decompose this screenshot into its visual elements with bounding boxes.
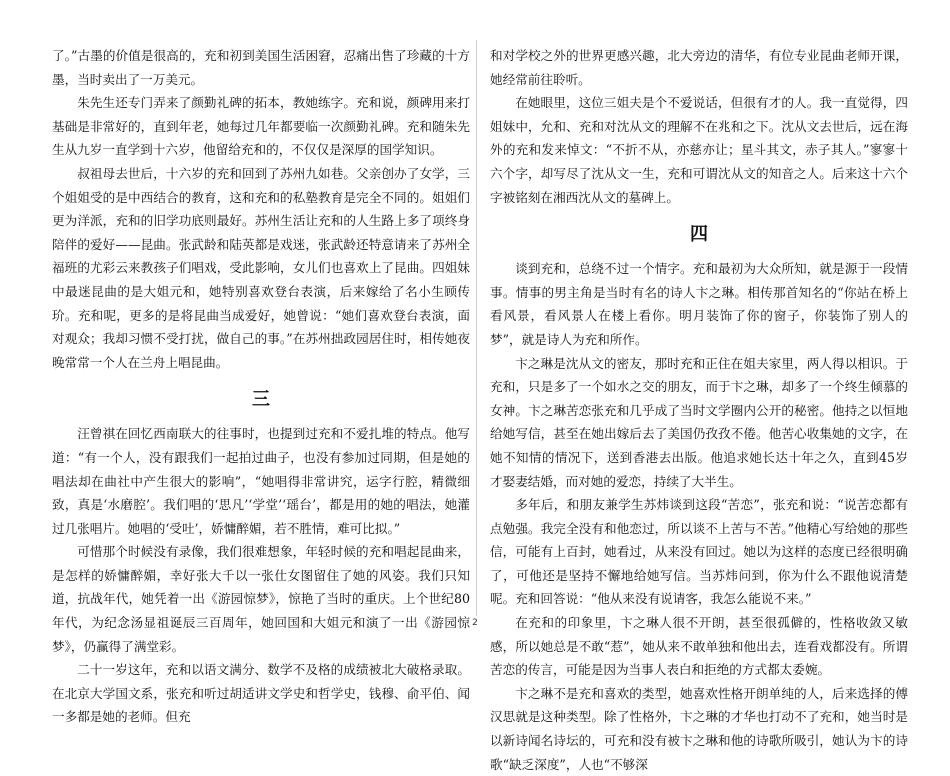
paragraph: 在充和的印象里，卞之琳人很不开朗，甚至很孤僻的，性格收敛又敏感，所以她总是不敢“惹”，她从来不敢单独和他出去，连看戏都没有。所谓苦恋的传言，可能是因为当事人表白和拒绝的方式都太委婉。 [490, 615, 908, 678]
right-column [490, 44, 908, 776]
column-divider [476, 40, 477, 616]
paragraph: 在她眼里，这位三姐夫是个不爱说话，但很有才的人。我一直觉得，四姐妹中，允和、充和对沈从文的理解不在兆和之下。沈从文去世后，远在海外的充和发来悼文：“不折不从，亦慈亦让；星斗其文，赤子其人。”寥寥十六个字，却写尽了沈从文一生，充和可谓沈从文的知音之人。后来这十六个字被铭刻在湘西沈从文的墓碑上。 [490, 95, 908, 205]
paragraph: 卞之琳不是充和喜欢的类型，她喜欢性格开朗单纯的人，后来选择的傅汉思就是这种类型。除了性格外，卞之琳的才华也打动不了充和，她当时是以新诗闻名诗坛的，可充和没有被卞之琳和他的诗歌所吸引，她认为卞的诗歌“缺乏深度”，人也“不够深 [490, 685, 908, 772]
paragraph: 叔祖母去世后，十六岁的充和回到了苏州九如巷。父亲创办了女学，三个姐姐受的是中西结合的教育，这和充和的私塾教育是完全不同的。姐姐们更为洋派，充和的旧学功底则最好。苏州生活让充和的人生路上多了项终身陪伴的爱好——昆曲。张武龄和陆英都是戏迷，张武龄还特意请来了苏州全福班的尤彩云来教孩子们唱戏，受此影响，女儿们也喜欢上了昆曲。四姐妹中最迷昆曲的是大姐元和，她特别喜欢登台表演，后来嫁给了名小生顾传玠。充和呢，更多的是将昆曲当成爱好，她曾说：“她们喜欢登台表演，面对观众；我却习惯不受打扰，做自己的事。”在苏州拙政园居住时，相传她夜晚常常一个人在兰舟上唱昆曲。 [52, 165, 470, 370]
paragraph: 朱先生还专门弄来了颜勤礼碑的拓本，教她练字。充和说，颜碑用来打基础是非常好的，直到年老，她每过几年都要临一次颜勤礼碑。充和随朱先生从九岁一直学到十六岁，他留给充和的，不仅仅是深厚的国学知识。 [52, 95, 470, 158]
paragraph: 二十一岁这年，充和以语文满分、数学不及格的成绩被北大破格录取。在北京大学国文系，张充和听过胡适讲文学史和哲学史，钱穆、俞平伯、闻一多都是她的老师。但充 [52, 662, 470, 725]
page-number: 2 [472, 618, 478, 628]
paragraph: 多年后，和朋友兼学生苏炜谈到这段“苦恋”，张充和说：“说苦恋都有点勉强。我完全没有和他恋过，所以谈不上苦与不苦。”他精心写给她的那些信，可能有上百封，她看过，从来没有回过。她以为这样的态度已经很明确了，可他还是坚持不懈地给她写信。当苏炜问到，你为什么不跟他说清楚呢。充和回答说：“他从来没有说请客，我怎么能说不来。” [490, 497, 908, 607]
paragraph: 汪曾祺在回忆西南联大的往事时，也提到过充和不爱扎堆的特点。他写道：“有一个人，没有跟我们一起拍过曲子，也没有参加过同期，但是她的唱法却在曲社中产生很大的影响”，“她唱得非常讲究，运字行腔，精微细致，真是‘水磨腔’。我们唱的‘思凡’‘学堂’‘瑶台’，都是用的她的唱法，她灌过几张唱片。她唱的‘受吐’，娇慵醉媚，若不胜情，难可比拟。” [52, 426, 470, 536]
section-heading-three: 三 [252, 389, 270, 411]
paragraph: 了。”古墨的价值是很高的，充和初到美国生活困窘，忍痛出售了珍藏的十方墨，当时卖出了一万美元。 [52, 48, 470, 87]
paragraph: 可惜那个时候没有录像，我们很难想象，年轻时候的充和唱起昆曲来，是怎样的娇慵醉媚，幸好张大千以一张仕女图留住了她的风姿。我们只知道，抗战年代，她凭着一出《游园惊梦》，惊艳了当时的重庆。上个世纪80年代，为纪念汤显祖诞辰三百周年，她回国和大姐元和演了一出《游园惊梦》，仍赢得了满堂彩。 [52, 544, 470, 654]
section-heading-four: 四 [690, 224, 708, 246]
paragraph: 和对学校之外的世界更感兴趣，北大旁边的清华，有位专业昆曲老师开课，她经常前往聆听。 [490, 48, 908, 87]
paragraph: 卞之琳是沈从文的密友，那时充和正住在姐夫家里，两人得以相识。于充和，只是多了一个如水之交的朋友，而于卞之琳，却多了一个终生倾慕的女神。卞之琳苦恋张充和几乎成了当时文学圈内公开的秘密。他持之以恒地给她写信，甚至在她出嫁后去了美国仍孜孜不倦。他苦心收集她的文字，在她不知情的情况下，送到香港去出版。他追求她长达十年之久，直到45岁才娶妻结婚，而对她的爱恋，持续了大半生。 [490, 355, 908, 489]
paragraph: 谈到充和，总绕不过一个情字。充和最初为大众所知，就是源于一段情事。情事的男主角是当时有名的诗人卞之琳。相传那首知名的“你站在桥上看风景，看风景人在楼上看你。明月装饰了你的窗子，你装饰了别人的梦”，就是诗人为充和所作。 [490, 261, 908, 347]
